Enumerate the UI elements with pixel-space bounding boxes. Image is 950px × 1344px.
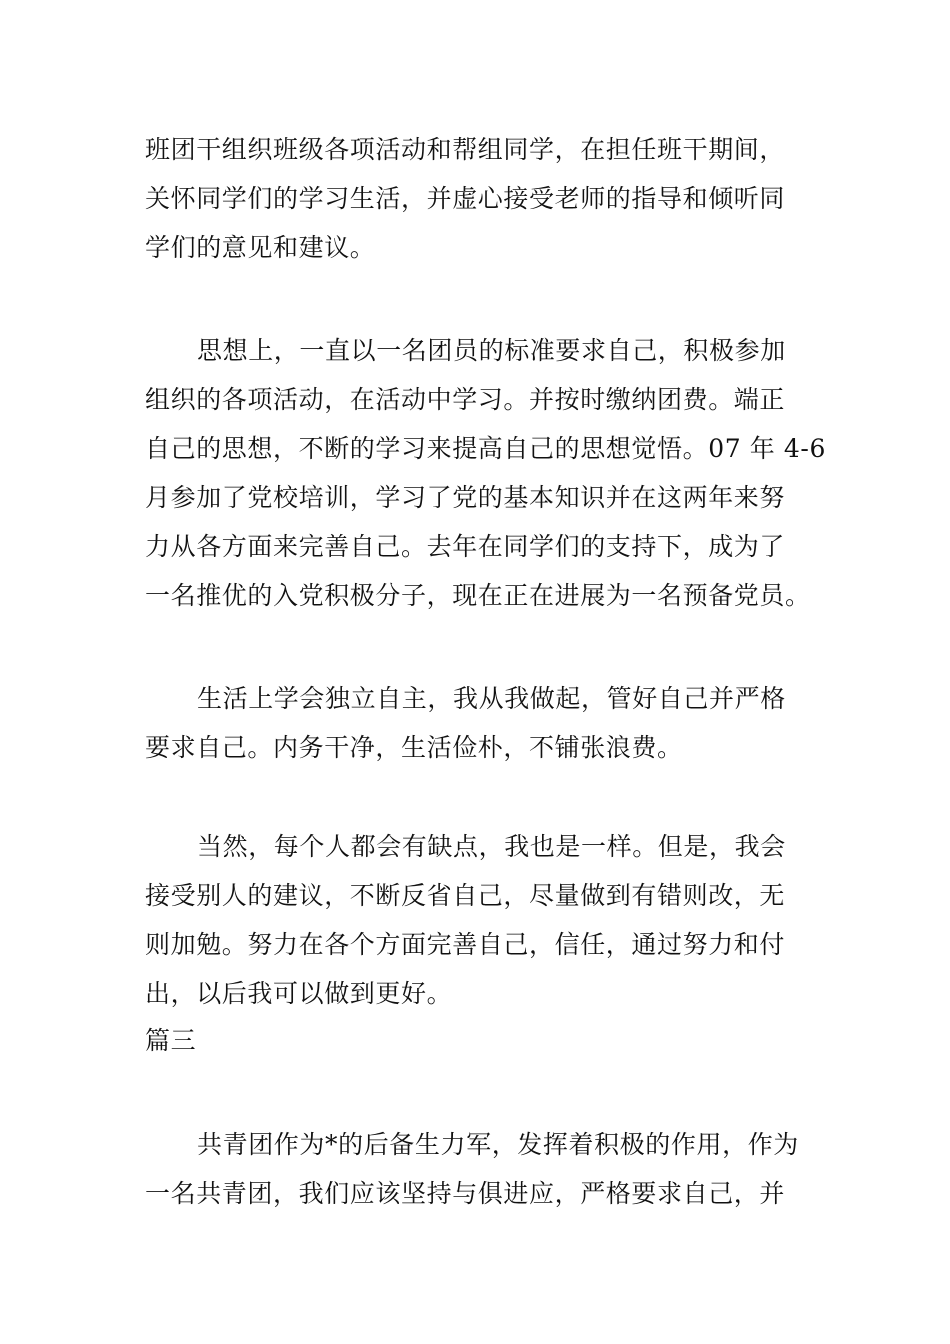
section-heading: 篇三 — [145, 1026, 197, 1055]
paragraph-line: 出，以后我可以做到更好。 — [145, 979, 453, 1008]
paragraph-line: 力从各方面来完善自己。去年在同学们的支持下，成为了 — [145, 532, 786, 561]
paragraph-line: 接受别人的建议，不断反省自己，尽量做到有错则改，无 — [145, 881, 786, 910]
paragraph-line: 自己的思想，不断的学习来提高自己的思想觉悟。07 年 4-6 — [145, 434, 826, 463]
paragraph-line: 关怀同学们的学习生活，并虚心接受老师的指导和倾听同 — [145, 184, 786, 213]
paragraph-line: 一名共青团，我们应该坚持与俱进应，严格要求自己，并 — [145, 1179, 786, 1208]
paragraph-line: 共青团作为*的后备生力军，发挥着积极的作用，作为 — [197, 1130, 799, 1159]
paragraph-line: 思想上，一直以一名团员的标准要求自己，积极参加 — [197, 336, 786, 365]
paragraph-line: 当然，每个人都会有缺点，我也是一样。但是，我会 — [197, 832, 786, 861]
paragraph-line: 月参加了党校培训，学习了党的基本知识并在这两年来努 — [145, 483, 786, 512]
paragraph-line: 班团干组织班级各项活动和帮组同学，在担任班干期间， — [145, 135, 786, 164]
paragraph-line: 则加勉。努力在各个方面完善自己，信任，通过努力和付 — [145, 930, 786, 959]
paragraph-line: 组织的各项活动，在活动中学习。并按时缴纳团费。端正 — [145, 385, 786, 414]
paragraph-line: 一名推优的入党积极分子，现在正在进展为一名预备党员。 — [145, 581, 811, 610]
paragraph-line: 生活上学会独立自主，我从我做起，管好自己并严格 — [197, 684, 786, 713]
paragraph-line: 要求自己。内务干净，生活俭朴，不铺张浪费。 — [145, 733, 683, 762]
paragraph-line: 学们的意见和建议。 — [145, 233, 376, 262]
